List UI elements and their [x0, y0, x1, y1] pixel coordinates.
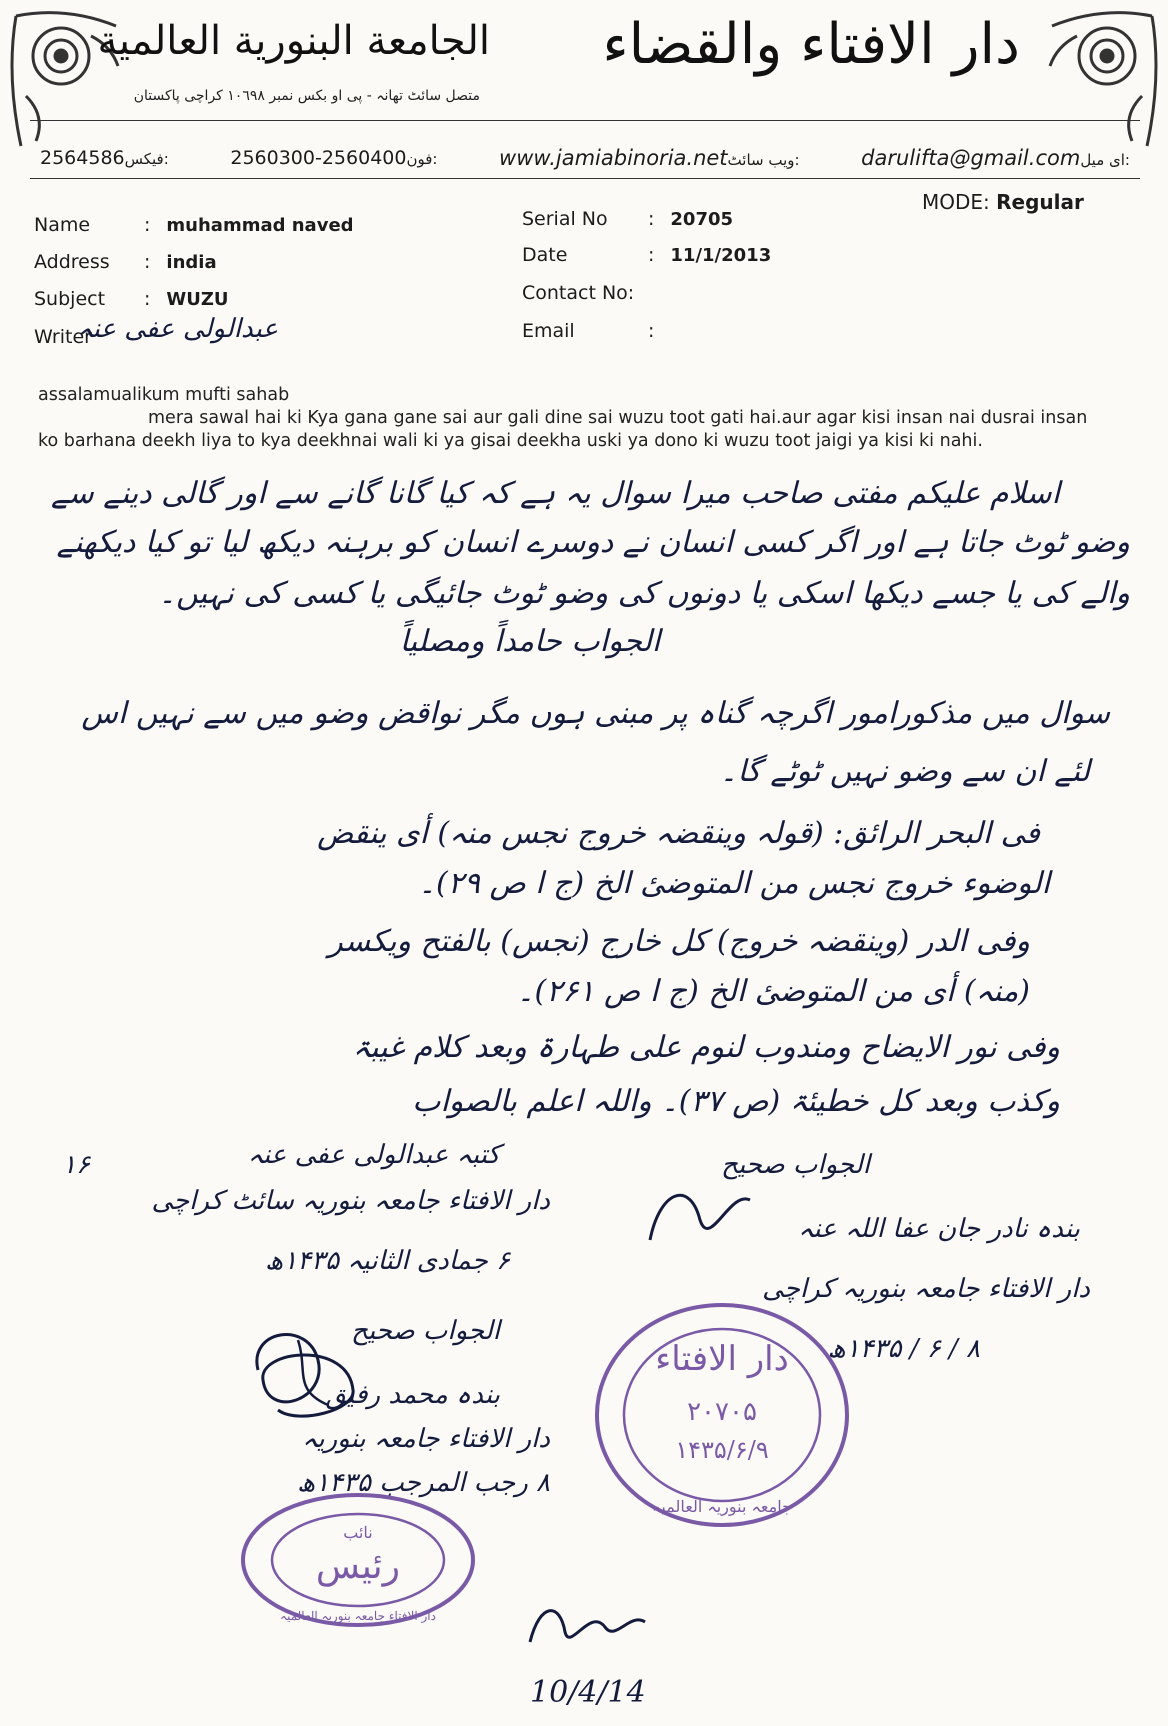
university-address: متصل سائٹ تھانہ - پی او بکس نمبر ١٠٦٩٨ کراچی پاکستان	[133, 88, 480, 104]
name-label: Name	[34, 214, 91, 236]
fax-group	[40, 147, 169, 169]
answer-line-7: الوضوء خروج نجس من المتوضیٔ الخ (ج ا ص ۲۹)۔	[418, 866, 1050, 901]
writer-institution-line: دار الافتاء جامعہ بنوریہ سائٹ کراچی	[151, 1186, 550, 1216]
subject-separator: :	[144, 288, 151, 310]
address-label: Address	[34, 251, 110, 273]
stamp-right-title: دار الافتاء	[655, 1339, 789, 1379]
writer-signature: عبدالولی عفی عنہ	[77, 314, 278, 344]
website-label: ویب سائٹ:	[727, 151, 800, 169]
writer-name-line: کتبہ عبدالولی عفی عنہ	[247, 1140, 500, 1170]
email-link[interactable]: darulifta@gmail.com	[861, 146, 1081, 170]
serial-separator: :	[648, 208, 655, 230]
contact-field	[522, 282, 634, 304]
verifier-institution: دار الافتاء جامعہ بنوریہ کراچی	[762, 1274, 1090, 1304]
question-text	[38, 384, 1098, 453]
website-group	[499, 146, 800, 170]
signature-scribble-right	[640, 1170, 760, 1260]
fax-label: فیکس:	[124, 150, 169, 168]
writer-date-line: ۶ جمادی الثانیہ ۱۴۳۵ھ	[265, 1246, 510, 1276]
date-field	[522, 244, 771, 266]
subject-field	[34, 288, 229, 310]
department-name: دار الافتاء والقضاء	[602, 12, 1020, 77]
answer-line-1: اسلام علیکم مفتی صاحب میرا سوال یہ ہے کہ کیا گانا گانے سے اور گالی دینے سے	[51, 476, 1060, 511]
mode-value: Regular	[996, 190, 1084, 214]
name-separator: :	[144, 214, 151, 236]
answer-line-10: وفی نور الایضاح ومندوب لنوم علی طہارۃ وبعد کلام غیبۃ	[352, 1030, 1060, 1065]
university-name: الجامعة البنورية العالمية	[97, 18, 490, 64]
answer-line-4: سوال میں مذکورامور اگرچہ گناہ پر مبنی ہوں مگر نواقض وضو میں سے نہیں اس	[81, 696, 1110, 731]
website-link[interactable]: www.jamiabinoria.net	[499, 146, 728, 170]
address-field	[34, 251, 217, 273]
contact-label: Contact No:	[522, 282, 635, 304]
date-label: Date	[522, 244, 568, 266]
header-rule-top	[30, 120, 1140, 121]
name-value: muhammad naved	[166, 215, 354, 236]
darulifta-stamp	[592, 1300, 852, 1530]
answer-line-5: لئے ان سے وضو نہیں ٹوٹے گا۔	[719, 754, 1090, 789]
mode-field	[922, 190, 1084, 214]
second-verifier-heading: الجواب صحیح	[351, 1316, 500, 1346]
writer-label: Writer	[34, 326, 92, 348]
second-verifier-institution: دار الافتاء جامعہ بنوریہ	[302, 1424, 550, 1454]
header-rule-bottom	[30, 178, 1140, 179]
second-verifier-date: ۸ رجب المرجب ۱۴۳۵ھ	[296, 1468, 550, 1498]
answer-line-11: وکذب وبعد کل خطیئۃ (ص ۳۷)۔ واللہ اعلم بالصواب	[412, 1084, 1060, 1119]
stamp-right-number: ۲۰۷۰۵	[687, 1397, 757, 1427]
email-label-ar: ای میل:	[1080, 151, 1130, 169]
subject-value: WUZU	[166, 289, 229, 310]
address-separator: :	[144, 251, 151, 273]
serial-field	[522, 208, 733, 230]
date-separator: :	[648, 244, 655, 266]
answer-heading: الجواب حامداً ومصلیاً	[399, 624, 661, 659]
stamp-left-title: رئیس	[315, 1546, 401, 1587]
fax-number: 2564586	[40, 147, 125, 169]
subject-label: Subject	[34, 288, 106, 310]
contact-line	[40, 143, 1130, 173]
stamp-left-ring: دار الافتاء جامعہ بنوریہ العالمیہ	[280, 1609, 436, 1623]
verifier-name: بندہ نادر جان عفا اللہ عنہ	[798, 1214, 1080, 1244]
verifier-date: ۸ / ۶ / ۱۴۳۵ھ	[827, 1334, 980, 1364]
question-greeting: assalamualikum mufti sahab	[38, 385, 290, 405]
answer-line-6: فی البحر الرائق: (قولہ وینقضہ خروج نجس منہ) أی ینقض	[317, 816, 1040, 851]
email-separator: :	[648, 320, 655, 342]
signature-scribble-left	[238, 1310, 368, 1430]
phone-group	[230, 147, 437, 169]
second-verifier-name: بندہ محمد رفیق	[325, 1380, 500, 1410]
answer-line-3: والے کی یا جسے دیکھا اسکی یا دونوں کی وضو ٹوٹ جائیگی یا کسی کی نہیں۔	[158, 576, 1130, 611]
email-field	[522, 320, 670, 342]
answer-line-2: وضو ٹوٹ جاتا ہے اور اگر کسی انسان نے دوسرے انسان کو برہنہ دیکھ لیا تو کیا دیکھنے	[56, 525, 1130, 560]
phone-number: 2560300-2560400	[230, 147, 407, 169]
serial-label: Serial No	[522, 208, 608, 230]
date-value: 11/1/2013	[670, 245, 772, 266]
stamp-right-ring: جامعہ بنوریہ العالمیہ	[652, 1497, 792, 1516]
address-value: india	[166, 252, 217, 273]
mode-label: MODE:	[922, 190, 990, 214]
stamp-left-top: نائب	[343, 1523, 373, 1542]
question-body: mera sawal hai ki Kya gana gane sai aur gali dine sai wuzu toot gati hai.aur agar kisi insan nai dusrai insan ko barhana deekh liya to kya deekhnai wali ki ya gisai deekha uski ya dono ki wuzu toot jaigi ya kisi ki nahi.	[38, 408, 1088, 451]
answer-line-9: (منہ) أی من المتوضیٔ الخ (ج ا ص ۲۶۱)۔	[516, 974, 1030, 1009]
raees-stamp	[238, 1490, 478, 1630]
corner-ornament-right	[1042, 6, 1162, 156]
writer-number: ۱۶	[62, 1150, 90, 1180]
stamp-right-date: ۱۴۳۵/۶/۹	[675, 1436, 769, 1464]
verifier-heading: الجواب صحیح	[721, 1150, 870, 1180]
email-field-label: Email	[522, 320, 575, 342]
signature-scribble-bottom	[520, 1592, 650, 1662]
name-field	[34, 214, 354, 236]
serial-value: 20705	[670, 209, 734, 230]
email-group	[861, 146, 1130, 170]
final-date: 10/4/14	[530, 1675, 646, 1710]
answer-line-8: وفی الدر (وینقضہ خروج) کل خارج (نجس) بالفتح ویکسر	[328, 924, 1030, 959]
phone-label: فون:	[406, 150, 438, 168]
